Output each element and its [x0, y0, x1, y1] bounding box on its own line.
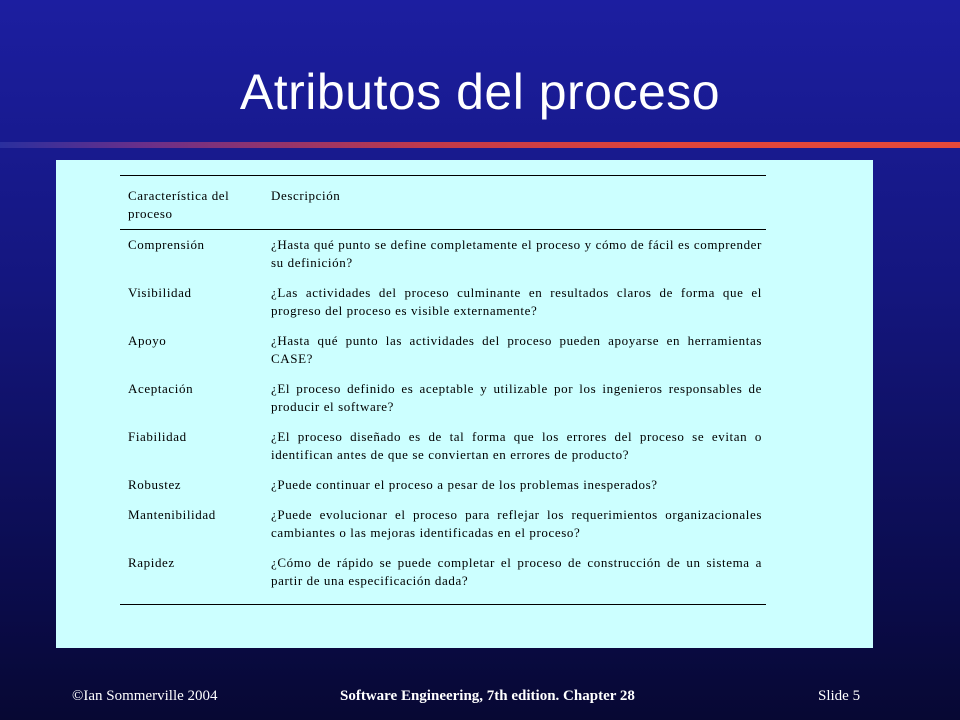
header-description: Descripción: [271, 188, 341, 203]
header-characteristic: Característica del proceso: [128, 188, 230, 221]
table-row: [120, 548, 766, 605]
attribute-name: Apoyo: [128, 333, 167, 348]
table-row: [120, 500, 766, 548]
attribute-name: Aceptación: [128, 381, 194, 396]
title-divider: [0, 142, 960, 148]
attribute-description: ¿Puede continuar el proceso a pesar de los problemas inesperados?: [271, 477, 658, 492]
footer-slide-number: Slide 5: [818, 688, 861, 704]
table-row: [120, 470, 766, 500]
attribute-description: ¿Hasta qué punto las actividades del proceso pueden apoyarse en herramientas CASE?: [271, 333, 762, 366]
table-row: [120, 326, 766, 374]
attribute-name: Visibilidad: [128, 285, 192, 300]
attribute-description: ¿Las actividades del proceso culminante en resultados claros de forma que el progreso del proceso es visible externamente?: [271, 285, 762, 318]
attribute-description: ¿El proceso diseñado es de tal forma que los errores del proceso se evitan o identifican antes de que se conviertan en errores de producto?: [271, 429, 762, 462]
attribute-name: Robustez: [128, 477, 182, 492]
attribute-description: ¿Hasta qué punto se define completamente el proceso y cómo de fácil es comprender su definición?: [271, 237, 762, 270]
footer-copyright: ©Ian Sommerville 2004: [72, 688, 218, 704]
footer-book-title: Software Engineering, 7th edition. Chapter 28: [340, 688, 635, 704]
attribute-name: Fiabilidad: [128, 429, 187, 444]
slide-title: Atributos del proceso: [239, 64, 721, 120]
table-panel: [56, 160, 873, 648]
table-row: [120, 374, 766, 422]
attribute-description: ¿Cómo de rápido se puede completar el proceso de construcción de un sistema a partir de una especificación dada?: [271, 555, 762, 588]
attribute-name: Rapidez: [128, 555, 175, 570]
table-row: [120, 230, 766, 279]
table-row: [120, 278, 766, 326]
table-row: [120, 422, 766, 470]
attribute-name: Comprensión: [128, 237, 205, 252]
attributes-table: [120, 175, 766, 605]
table-header-row: [120, 176, 766, 230]
attribute-description: ¿Puede evolucionar el proceso para reflejar los requerimientos organizacionales cambiantes o las mejoras identificadas en el proceso?: [271, 507, 762, 540]
attribute-description: ¿El proceso definido es aceptable y utilizable por los ingenieros responsables de producir el software?: [271, 381, 762, 414]
attribute-name: Mantenibilidad: [128, 507, 216, 522]
